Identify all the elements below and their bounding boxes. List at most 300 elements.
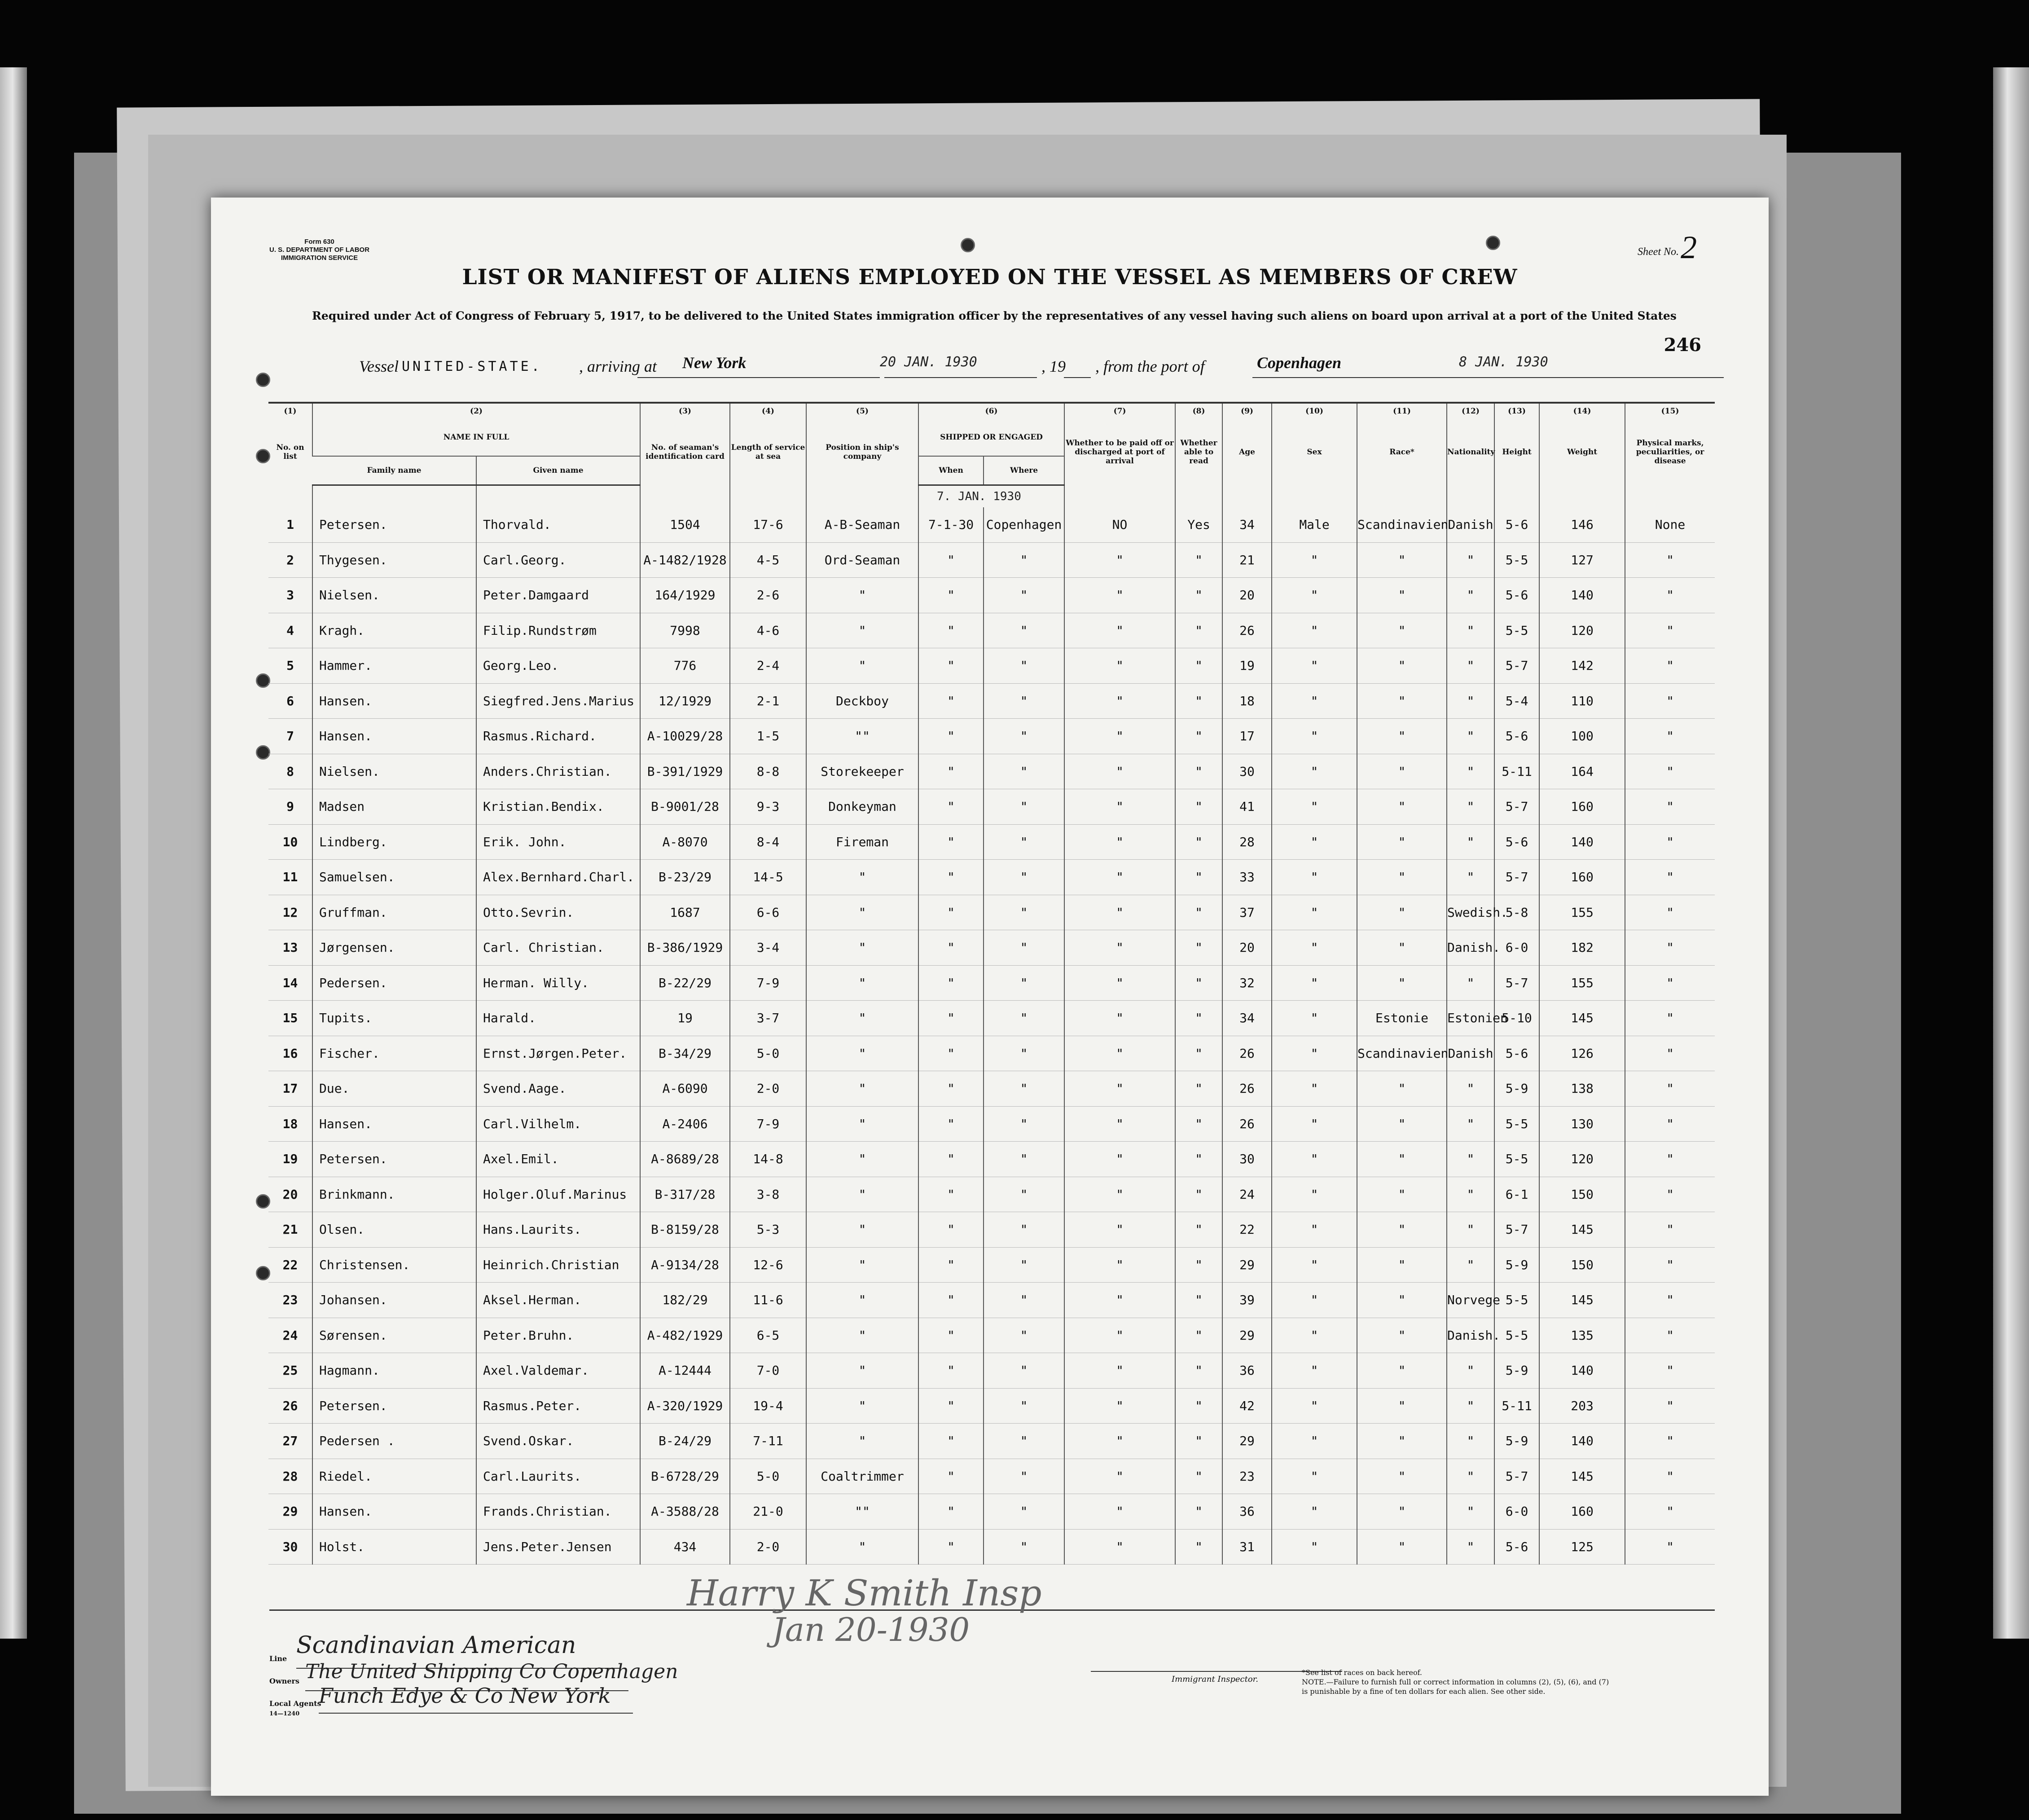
race: "	[1357, 1177, 1447, 1212]
col-header-service: Length of service at sea	[730, 419, 806, 485]
arriving-port: New York	[682, 354, 747, 372]
paid-off: "	[1064, 613, 1175, 648]
shipped-when: "	[918, 683, 984, 719]
family-name: Samuelsen.	[312, 860, 476, 895]
row-number: 28	[268, 1459, 312, 1494]
age: 34	[1222, 1001, 1272, 1036]
table-row	[268, 1318, 1715, 1353]
family-name: Fischer.	[312, 1036, 476, 1071]
table-row	[268, 754, 1715, 789]
row-number: 21	[268, 1212, 312, 1248]
shipped-when: "	[918, 860, 984, 895]
sex: "	[1272, 1494, 1357, 1530]
row-number: 17	[268, 1071, 312, 1107]
sex: "	[1272, 1001, 1357, 1036]
nationality: "	[1447, 683, 1494, 719]
physical-marks: "	[1625, 683, 1715, 719]
paid-off: "	[1064, 1529, 1175, 1565]
given-name: Axel.Valdemar.	[476, 1353, 640, 1389]
row-number: 18	[268, 1106, 312, 1142]
sex: "	[1272, 965, 1357, 1001]
age: 29	[1222, 1424, 1272, 1459]
able-to-read: "	[1175, 1036, 1222, 1071]
sex: "	[1272, 648, 1357, 684]
height: 5-5	[1494, 1142, 1539, 1177]
row-number: 27	[268, 1424, 312, 1459]
shipped-when: "	[918, 1318, 984, 1353]
weight: 203	[1539, 1388, 1625, 1424]
sex: "	[1272, 1106, 1357, 1142]
family-name: Sørensen.	[312, 1318, 476, 1353]
given-name: Erik. John.	[476, 824, 640, 860]
height: 5-6	[1494, 1529, 1539, 1565]
shipped-where: "	[984, 1071, 1064, 1107]
able-to-read: "	[1175, 965, 1222, 1001]
row-number: 25	[268, 1353, 312, 1389]
col-header-no: No. on list	[276, 443, 304, 461]
sex: "	[1272, 895, 1357, 930]
service-length: 9-3	[730, 789, 806, 825]
physical-marks: "	[1625, 754, 1715, 789]
shipped-where: "	[984, 824, 1064, 860]
able-to-read: "	[1175, 542, 1222, 578]
shipped-when: "	[918, 1036, 984, 1071]
physical-marks: "	[1625, 1071, 1715, 1107]
shipped-when: "	[918, 578, 984, 613]
sex: "	[1272, 1247, 1357, 1283]
service-length: 7-0	[730, 1353, 806, 1389]
physical-marks: "	[1625, 789, 1715, 825]
signature-date: Jan 20-1930	[772, 1611, 970, 1649]
shipped-where: "	[984, 789, 1064, 825]
paid-off: "	[1064, 648, 1175, 684]
able-to-read: "	[1175, 1353, 1222, 1389]
table-row	[268, 1212, 1715, 1248]
height: 5-7	[1494, 1212, 1539, 1248]
race: "	[1357, 824, 1447, 860]
weight: 125	[1539, 1529, 1625, 1565]
film-edge-left	[0, 67, 27, 1639]
service-length: 11-6	[730, 1283, 806, 1318]
physical-marks: "	[1625, 1424, 1715, 1459]
race: "	[1357, 542, 1447, 578]
shipped-where: "	[984, 1106, 1064, 1142]
service-length: 19-4	[730, 1388, 806, 1424]
age: 17	[1222, 719, 1272, 754]
age: 19	[1222, 648, 1272, 684]
paid-off: "	[1064, 1142, 1175, 1177]
id-card: A-8070	[640, 824, 730, 860]
nationality: "	[1447, 542, 1494, 578]
position: "	[806, 1036, 918, 1071]
able-to-read: "	[1175, 1529, 1222, 1565]
age: 41	[1222, 789, 1272, 825]
department: U. S. DEPARTMENT OF LABOR	[269, 246, 370, 254]
family-name: Petersen.	[312, 1388, 476, 1424]
paid-off: "	[1064, 860, 1175, 895]
paid-off: "	[1064, 578, 1175, 613]
row-number: 14	[268, 965, 312, 1001]
race: "	[1357, 578, 1447, 613]
weight: 135	[1539, 1318, 1625, 1353]
position: "	[806, 1388, 918, 1424]
nationality: "	[1447, 648, 1494, 684]
punch-hole-icon	[256, 373, 270, 387]
row-number: 19	[268, 1142, 312, 1177]
table-row	[268, 542, 1715, 578]
given-name: Svend.Aage.	[476, 1071, 640, 1107]
service-length: 8-4	[730, 824, 806, 860]
height: 5-11	[1494, 1388, 1539, 1424]
table-row	[268, 1388, 1715, 1424]
nationality: "	[1447, 1529, 1494, 1565]
shipped-when: "	[918, 542, 984, 578]
weight: 126	[1539, 1036, 1625, 1071]
table-row	[268, 1529, 1715, 1565]
position: Donkeyman	[806, 789, 918, 825]
position: "	[806, 1353, 918, 1389]
physical-marks: "	[1625, 1353, 1715, 1389]
nationality: "	[1447, 824, 1494, 860]
paid-off: "	[1064, 824, 1175, 860]
position: "	[806, 1424, 918, 1459]
nationality: "	[1447, 578, 1494, 613]
id-card: A-482/1929	[640, 1318, 730, 1353]
weight: 127	[1539, 542, 1625, 578]
row-number: 3	[268, 578, 312, 613]
physical-marks: "	[1625, 719, 1715, 754]
position: "	[806, 1212, 918, 1248]
weight: 155	[1539, 895, 1625, 930]
row-number: 20	[268, 1177, 312, 1212]
col-num-10: (10)	[1272, 403, 1357, 419]
given-name: Carl.Laurits.	[476, 1459, 640, 1494]
age: 26	[1222, 1106, 1272, 1142]
paid-off: "	[1064, 1353, 1175, 1389]
family-name: Holst.	[312, 1529, 476, 1565]
age: 20	[1222, 578, 1272, 613]
weight: 142	[1539, 648, 1625, 684]
id-card: A-3588/28	[640, 1494, 730, 1530]
nationality: "	[1447, 1212, 1494, 1248]
row-number: 12	[268, 895, 312, 930]
paid-off: "	[1064, 754, 1175, 789]
col-header-sex: Sex	[1272, 419, 1357, 485]
shipped-when: "	[918, 1283, 984, 1318]
race: "	[1357, 648, 1447, 684]
paid-off: "	[1064, 789, 1175, 825]
service-length: 7-9	[730, 965, 806, 1001]
able-to-read: "	[1175, 648, 1222, 684]
id-card: A-8689/28	[640, 1142, 730, 1177]
shipped-where: "	[984, 754, 1064, 789]
weight: 145	[1539, 1212, 1625, 1248]
given-name: Kristian.Bendix.	[476, 789, 640, 825]
given-name: Alex.Bernhard.Charl.	[476, 860, 640, 895]
family-name: Hammer.	[312, 648, 476, 684]
page-number: 246	[1664, 334, 1701, 356]
able-to-read: "	[1175, 1001, 1222, 1036]
nationality: Danish.	[1447, 1318, 1494, 1353]
service-length: 8-8	[730, 754, 806, 789]
table-row	[268, 1001, 1715, 1036]
line-value: Scandinavian American	[296, 1632, 576, 1659]
row-number: 9	[268, 789, 312, 825]
nationality: "	[1447, 1142, 1494, 1177]
table-row	[268, 507, 1715, 542]
height: 5-5	[1494, 1106, 1539, 1142]
sex: "	[1272, 1142, 1357, 1177]
position: Coaltrimmer	[806, 1459, 918, 1494]
paid-off: "	[1064, 1424, 1175, 1459]
service-length: 21-0	[730, 1494, 806, 1530]
from-port: Copenhagen	[1257, 354, 1342, 372]
table-row	[268, 860, 1715, 895]
row-number: 30	[268, 1529, 312, 1565]
sex: "	[1272, 754, 1357, 789]
table-row	[268, 1283, 1715, 1318]
family-name: Kragh.	[312, 613, 476, 648]
position: Storekeeper	[806, 754, 918, 789]
id-card: B-6728/29	[640, 1459, 730, 1494]
paid-off: "	[1064, 1494, 1175, 1530]
table-row	[268, 1459, 1715, 1494]
year-label: , 19	[1041, 357, 1066, 375]
id-card: A-6090	[640, 1071, 730, 1107]
sex: "	[1272, 1353, 1357, 1389]
sex: "	[1272, 1318, 1357, 1353]
race: "	[1357, 1318, 1447, 1353]
race: "	[1357, 1459, 1447, 1494]
race: "	[1357, 895, 1447, 930]
given-name: Heinrich.Christian	[476, 1247, 640, 1283]
position: "	[806, 1071, 918, 1107]
col-header-position: Position in ship's company	[806, 419, 918, 485]
nationality: "	[1447, 1494, 1494, 1530]
age: 21	[1222, 542, 1272, 578]
given-name: Frands.Christian.	[476, 1494, 640, 1530]
table-row	[268, 613, 1715, 648]
position: "	[806, 965, 918, 1001]
given-name: Georg.Leo.	[476, 648, 640, 684]
race: Scandinavien	[1357, 507, 1447, 542]
physical-marks: "	[1625, 965, 1715, 1001]
race: "	[1357, 1424, 1447, 1459]
table-row	[268, 1071, 1715, 1107]
service-length: 2-1	[730, 683, 806, 719]
family-name: Thygesen.	[312, 542, 476, 578]
shipped-where: "	[984, 1177, 1064, 1212]
row-number: 7	[268, 719, 312, 754]
agents-label: Local Agents	[269, 1699, 321, 1708]
age: 30	[1222, 1142, 1272, 1177]
table-row	[268, 965, 1715, 1001]
shipped-where: "	[984, 1247, 1064, 1283]
paid-off: "	[1064, 1459, 1175, 1494]
nationality: "	[1447, 1353, 1494, 1389]
col-num-5: (5)	[806, 403, 918, 419]
id-card: A-10029/28	[640, 719, 730, 754]
sex: "	[1272, 1529, 1357, 1565]
given-name: Otto.Sevrin.	[476, 895, 640, 930]
given-name: Axel.Emil.	[476, 1142, 640, 1177]
age: 36	[1222, 1353, 1272, 1389]
race: "	[1357, 1142, 1447, 1177]
weight: 150	[1539, 1247, 1625, 1283]
weight: 138	[1539, 1071, 1625, 1107]
row-number: 16	[268, 1036, 312, 1071]
nationality: Danish	[1447, 1036, 1494, 1071]
shipped-where: "	[984, 542, 1064, 578]
id-card: B-23/29	[640, 860, 730, 895]
col-header-family: Family name	[312, 456, 476, 485]
position: "	[806, 1529, 918, 1565]
weight: 145	[1539, 1001, 1625, 1036]
race: "	[1357, 860, 1447, 895]
race: Estonie	[1357, 1001, 1447, 1036]
shipped-when: "	[918, 824, 984, 860]
sex: "	[1272, 789, 1357, 825]
height: 5-6	[1494, 578, 1539, 613]
given-name: Rasmus.Peter.	[476, 1388, 640, 1424]
id-card: B-386/1929	[640, 930, 730, 966]
form-code: 14—1240	[269, 1710, 300, 1717]
shipped-where: "	[984, 648, 1064, 684]
shipped-when: "	[918, 1388, 984, 1424]
col-num-6: (6)	[918, 403, 1064, 419]
weight: 155	[1539, 965, 1625, 1001]
physical-marks: "	[1625, 613, 1715, 648]
position: "	[806, 648, 918, 684]
height: 5-6	[1494, 507, 1539, 542]
position: "	[806, 1247, 918, 1283]
sex: "	[1272, 683, 1357, 719]
shipped-where: "	[984, 1494, 1064, 1530]
able-to-read: "	[1175, 578, 1222, 613]
shipped-where: "	[984, 1388, 1064, 1424]
shipped-where: "	[984, 683, 1064, 719]
id-card: 164/1929	[640, 578, 730, 613]
table-row	[268, 1106, 1715, 1142]
able-to-read: "	[1175, 1142, 1222, 1177]
shipped-when: "	[918, 1353, 984, 1389]
family-name: Madsen	[312, 789, 476, 825]
table-row	[268, 824, 1715, 860]
row-number: 11	[268, 860, 312, 895]
race: "	[1357, 1283, 1447, 1318]
punch-hole-icon	[1486, 236, 1500, 250]
able-to-read: "	[1175, 1106, 1222, 1142]
height: 6-1	[1494, 1177, 1539, 1212]
able-to-read: Yes	[1175, 507, 1222, 542]
weight: 100	[1539, 719, 1625, 754]
position: ""	[806, 1494, 918, 1530]
position: "	[806, 1283, 918, 1318]
col-header-paid: Whether to be paid off or discharged at port of arrival	[1064, 419, 1175, 485]
age: 28	[1222, 824, 1272, 860]
shipped-when: "	[918, 754, 984, 789]
weight: 140	[1539, 824, 1625, 860]
service-length: 5-0	[730, 1036, 806, 1071]
from-label: , from the port of	[1095, 357, 1205, 375]
shipped-where: "	[984, 1318, 1064, 1353]
departure-stamp: 8 JAN. 1930	[1459, 354, 1548, 370]
weight: 140	[1539, 578, 1625, 613]
col-header-id: No. of seaman's identification card	[640, 419, 730, 485]
given-name: Jens.Peter.Jensen	[476, 1529, 640, 1565]
shipped-when: "	[918, 1494, 984, 1530]
shipped-when: "	[918, 1001, 984, 1036]
family-name: Hansen.	[312, 1106, 476, 1142]
given-name: Harald.	[476, 1001, 640, 1036]
form-header	[269, 238, 369, 262]
nationality: "	[1447, 1177, 1494, 1212]
sheet-label: Sheet No.	[1638, 246, 1679, 258]
shipped-when: "	[918, 1424, 984, 1459]
row-number: 5	[268, 648, 312, 684]
col-num-7: (7)	[1064, 403, 1175, 419]
agents-value: Funch Edye & Co New York	[319, 1684, 611, 1708]
form-number: Form 630	[304, 238, 334, 246]
physical-marks: "	[1625, 1106, 1715, 1142]
race: "	[1357, 789, 1447, 825]
family-name: Tupits.	[312, 1001, 476, 1036]
given-name: Aksel.Herman.	[476, 1283, 640, 1318]
table-row	[268, 683, 1715, 719]
film-edge-right	[1993, 67, 2029, 1639]
col-num-14: (14)	[1539, 403, 1625, 419]
id-card: A-2406	[640, 1106, 730, 1142]
nationality: "	[1447, 613, 1494, 648]
age: 36	[1222, 1494, 1272, 1530]
family-name: Nielsen.	[312, 578, 476, 613]
given-name: Carl. Christian.	[476, 930, 640, 966]
physical-marks: "	[1625, 1529, 1715, 1565]
col-header-given: Given name	[476, 456, 640, 485]
table-row	[268, 1247, 1715, 1283]
row-number: 15	[268, 1001, 312, 1036]
given-name: Hans.Laurits.	[476, 1212, 640, 1248]
physical-marks: "	[1625, 578, 1715, 613]
able-to-read: "	[1175, 1212, 1222, 1248]
id-card: 434	[640, 1529, 730, 1565]
race: "	[1357, 930, 1447, 966]
height: 5-6	[1494, 719, 1539, 754]
row-number: 22	[268, 1247, 312, 1283]
age: 26	[1222, 613, 1272, 648]
physical-marks: "	[1625, 542, 1715, 578]
paid-off: "	[1064, 1001, 1175, 1036]
col-num-2: (2)	[312, 403, 640, 419]
physical-marks: "	[1625, 860, 1715, 895]
races-note: *See list of races on back hereof.	[1302, 1668, 1423, 1677]
id-card: 182/29	[640, 1283, 730, 1318]
age: 22	[1222, 1212, 1272, 1248]
sex: Male	[1272, 507, 1357, 542]
paid-off: "	[1064, 895, 1175, 930]
shipped-where: "	[984, 613, 1064, 648]
height: 5-7	[1494, 1459, 1539, 1494]
family-name: Christensen.	[312, 1247, 476, 1283]
age: 26	[1222, 1071, 1272, 1107]
given-name: Siegfred.Jens.Marius	[476, 683, 640, 719]
service-length: 2-0	[730, 1529, 806, 1565]
shipped-where: "	[984, 895, 1064, 930]
able-to-read: "	[1175, 895, 1222, 930]
height: 5-9	[1494, 1424, 1539, 1459]
paid-off: "	[1064, 1106, 1175, 1142]
position: "	[806, 930, 918, 966]
